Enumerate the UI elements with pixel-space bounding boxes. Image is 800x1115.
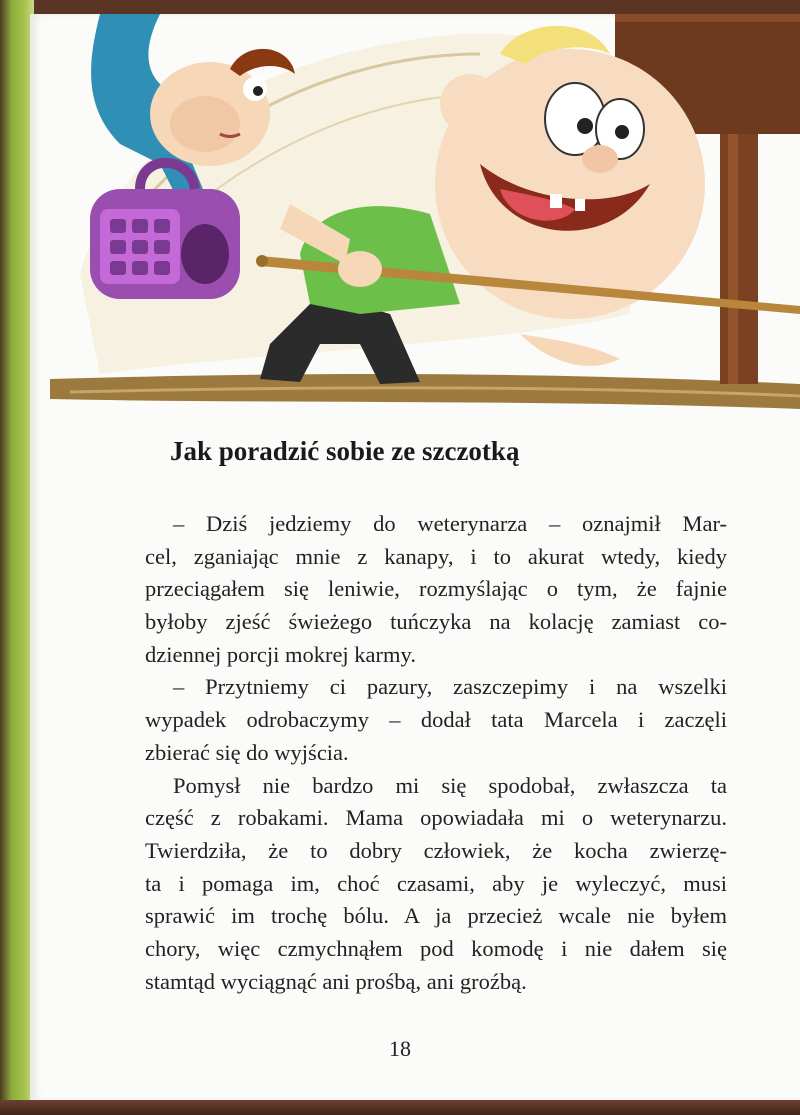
text-line: Pomysł nie bardzo mi się spodobał, zwłaszcza ta bbox=[173, 772, 727, 798]
text-line: ta i pomaga im, choć czasami, aby je wyleczyć, musi bbox=[145, 870, 727, 896]
text-line: sprawić im trochę bólu. A ja przecież wcale nie byłem bbox=[145, 903, 727, 929]
text-line: część z robakami. Mama opowiadała mi o weterynarzu. bbox=[145, 805, 727, 831]
text-line: przeciągałem się leniwie, rozmyślając o tym, że fajnie bbox=[145, 576, 727, 602]
text-line: byłoby zjeść świeżego tuńczyka na kolację zamiast co- bbox=[145, 609, 727, 635]
text-line: – Dziś jedziemy do weterynarza – oznajmił Mar- bbox=[173, 511, 727, 536]
body-text bbox=[145, 508, 727, 998]
book-edge-green bbox=[0, 0, 34, 1115]
text-line: – Przytniemy ci pazury, zaszczepimy i na wszelki bbox=[173, 674, 727, 700]
chapter-title: Jak poradzić sobie ze szczotką bbox=[170, 436, 520, 466]
text-line: zbierać się do wyjścia. bbox=[145, 739, 349, 765]
text-line: stamtąd wyciągnąć ani prośbą, ani groźbą. bbox=[145, 968, 527, 994]
book-edge-bottom bbox=[0, 1100, 800, 1115]
cartoon-illustration bbox=[30, 14, 800, 414]
text-line: dziennej porcji mokrej karmy. bbox=[145, 641, 416, 667]
text-line: chory, więc czmychnąłem pod komodę i nie dałem się bbox=[145, 935, 727, 961]
text-line: cel, zganiając mnie z kanapy, i to akurat wtedy, kiedy bbox=[145, 543, 727, 569]
page-number: 18 bbox=[389, 1036, 411, 1061]
text-line: Twierdziła, że to dobry człowiek, że kocha zwierzę- bbox=[145, 837, 727, 863]
text-line: wypadek odrobaczymy – dodał tata Marcela i zaczęli bbox=[145, 707, 727, 733]
